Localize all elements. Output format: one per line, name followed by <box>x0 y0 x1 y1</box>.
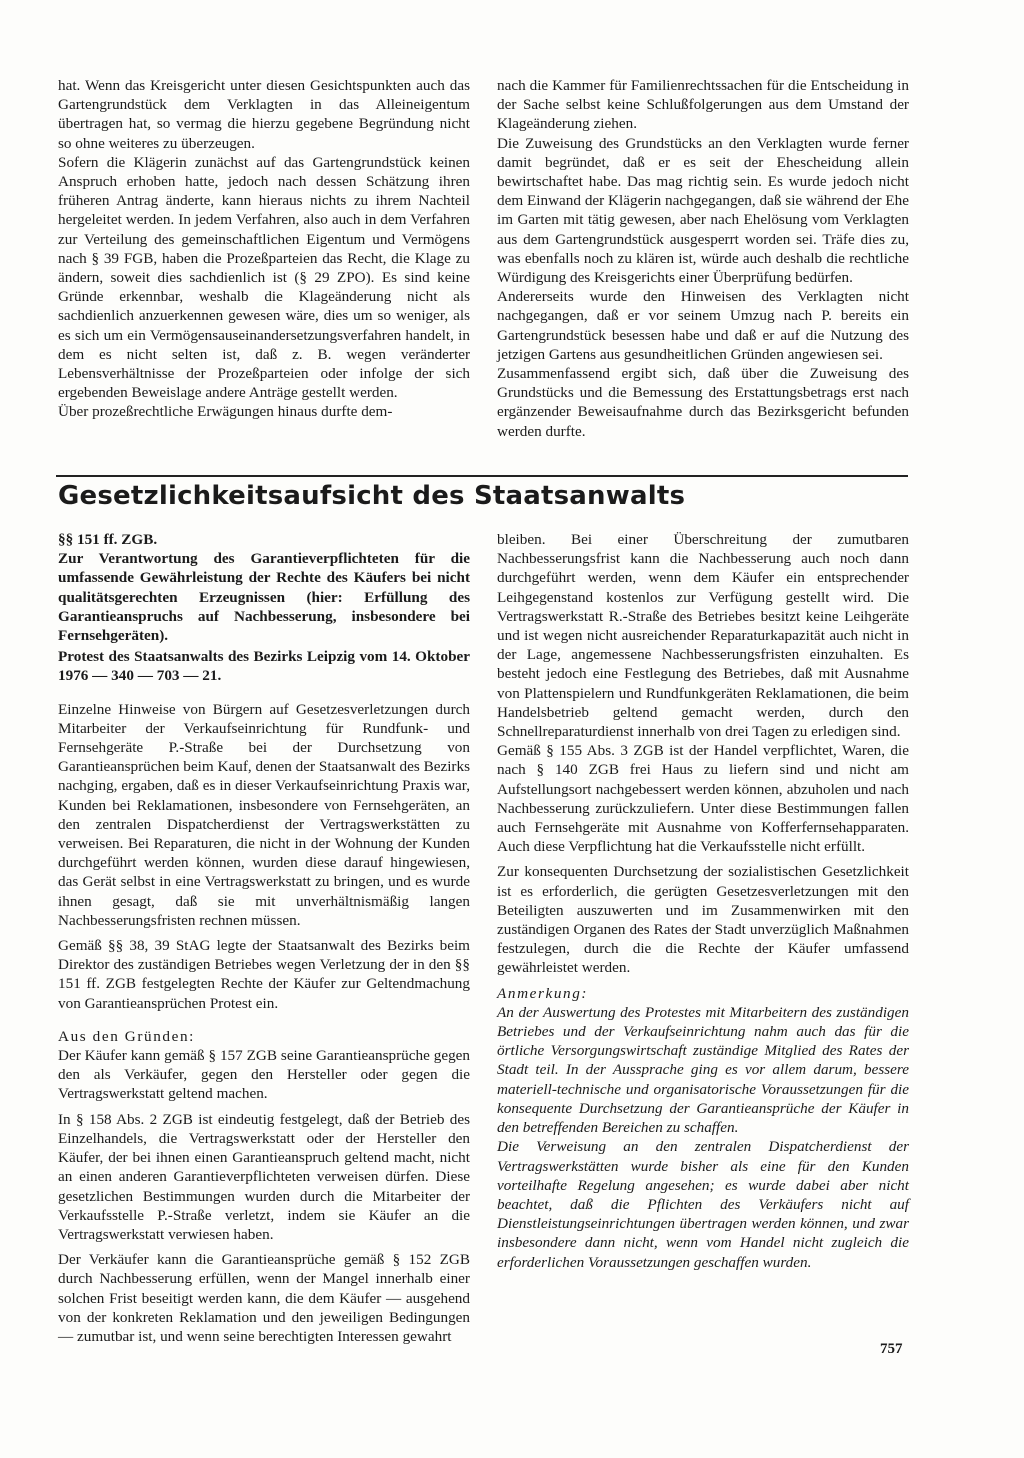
body-paragraph: Über prozeßrechtliche Erwägungen hinaus durfte dem- <box>58 403 393 421</box>
section-heading: Gesetzlichkeitsaufsicht des Staatsanwalts <box>58 481 686 511</box>
top-right-column <box>497 76 909 441</box>
bottom-left-column <box>58 530 470 1346</box>
reasons-label: Aus den Gründen: <box>58 1027 195 1045</box>
note-paragraph: Die Verweisung an den zentralen Dispatcherdienst der Vertragswerkstätten wurde bisher als eine für den Kunden vorteilhafte Regelung angesehen; es wurde dabei aber nicht beachtet, daß die Pflichten des Verkäufers nicht auf Dienstleistungseinrichtungen übertragen werden können, und zwar insbesondere dann nicht, wenn vom Handel nicht zugleich die erforderlichen Voraussetzungen geschaffen wurden. <box>497 1138 909 1271</box>
body-paragraph: Zur konsequenten Durchsetzung der sozialistischen Gesetzlichkeit ist es erforderlich, die gerügten Gesetzesverletzungen mit den Beteiligten auszuwerten und im Zusammenwirken mit den zuständigen Organen des Rates der Stadt unverzüglich Maßnahmen festzulegen, durch die die Rechte der Käufer umfassend gewährleistet werden. <box>497 863 909 977</box>
bottom-right-column <box>497 530 909 1272</box>
body-paragraph: Gemäß §§ 38, 39 StAG legte der Staatsanwalt des Bezirks beim Direktor des zuständigen Betriebes wegen Verletzung der in den §§ 151 ff. ZGB festgelegten Rechte der Käufer zur Geltendmachung von Garantieansprüchen Protest ein. <box>58 937 470 1012</box>
body-paragraph: Einzelne Hinweise von Bürgern auf Gesetzesverletzungen durch Mitarbeiter der Verkaufseinrichtung für Rundfunk- und Fernsehgeräte P.-Straße bei der Durchsetzung von Garantieansprüchen beim Kauf, denen der Staatsanwalt des Bezirks nachging, ergaben, daß es in dieser Verkaufseinrichtung Praxis war, Kunden bei Reklamationen, insbesondere von Fernsehgeräten, an den zentralen Dispatcherdienst der Vertragswerkstätten zu verweisen. Bei Reparaturen, die nicht in der Wohnung der Kunden durchgeführt werden können, wurden diese darauf hingewiesen, das Gerät selbst in eine Vertragswerkstatt zu bringen, und es wurde ihnen gesagt, daß sie mit unverhältnismäßig langen Nachbesserungsfristen rechnen müssen. <box>58 700 470 929</box>
body-paragraph: hat. Wenn das Kreisgericht unter diesen Gesichtspunkten auch das Gartengrundstück dem Verklagten in das Alleineigentum übertragen hat, so vermag die hierzu gegebene Begründung nicht so ohne weiteres zu überzeugen. <box>58 77 470 152</box>
body-paragraph: Andererseits wurde den Hinweisen des Verklagten nicht nachgegangen, daß er vor seinem Umzug nach P. bereits ein Gartengrundstück besessen habe und daß er auf die Nutzung des jetzigen Gartens aus gesundheitlichen Gründen angewiesen sei. <box>497 288 909 363</box>
note-paragraph: An der Auswertung des Protestes mit Mitarbeitern des zuständigen Betriebes und der Verkaufseinrichtung nahm auch das für die örtliche Versorgungswirtschaft zuständige Mitglied des Rates der Stadt teil. In der Aussprache ging es vor allem darum, bessere materiell-technische und organisatorische Voraussetzungen für die konsequente Durchsetzung der Garantieansprüche der Käufer in den betreffenden Bereichen zu schaffen. <box>497 1003 909 1137</box>
body-paragraph: nach die Kammer für Familienrechtssachen für die Entscheidung in der Sache selbst keine Schlußfolgerungen aus dem Umstand der Klageänderung ziehen. <box>497 77 909 133</box>
citation: Protest des Staatsanwalts des Bezirks Leipzig vom 14. Oktober 1976 — 340 — 703 — 21. <box>58 648 470 685</box>
body-paragraph: Gemäß § 155 Abs. 3 ZGB ist der Handel verpflichtet, Waren, die nach § 140 ZGB frei Haus zu liefern sind und nicht am Aufstellungsort nachgebessert werden können, abzuholen und nach Nachbesserung zurückzuliefern. Unter diese Bestimmungen fallen auch Fernsehgeräte mit Ausnahme von Kofferfernsehapparaten. Auch diese Verpflichtung hat die Verkaufsstelle nicht erfüllt. <box>497 742 909 856</box>
page-number: 757 <box>880 1341 903 1357</box>
top-left-column <box>58 76 470 422</box>
body-paragraph: Der Käufer kann gemäß § 157 ZGB seine Garantieansprüche gegen den als Verkäufer, gegen den Hersteller oder gegen die Vertragswerkstatt geltend machen. <box>58 1047 470 1103</box>
section-divider <box>56 475 908 477</box>
headnote: Zur Verantwortung des Garantieverpflichteten für die umfassende Gewährleistung der Rechte des Käufers bei nicht qualitätsgerechten Erzeugnissen (hier: Erfüllung des Garantieanspruchs auf Nachbesserung, insbesondere bei Fernsehgeräten). <box>58 550 470 645</box>
body-paragraph: bleiben. Bei einer Überschreitung der zumutbaren Nachbesserungsfrist kann die Nachbesserung auch noch dann durchgeführt werden, wenn dem Käufer ein entsprechender Leihgegenstand kostenlos zur Verfügung gestellt wird. Die Vertragswerkstatt R.-Straße des Betriebes besitzt keine Leihgeräte und ist wegen nicht ausreichender Reparaturkapazität auch nicht in der Lage, angemessene Nachbesserungsfristen einzuhalten. Es besteht jedoch eine Festlegung des Betriebes, daß mit Ausnahme von Plattenspielern und Rundfunkgeräten Reklamationen, die beim Handelsbetrieb geltend gemacht werden, durch den Schnellreparaturdienst innerhalb von drei Tagen zu erledigen sind. <box>497 531 909 741</box>
note-label: Anmerkung: <box>497 984 589 1002</box>
body-paragraph: Der Verkäufer kann die Garantieansprüche gemäß § 152 ZGB durch Nachbesserung erfüllen, wenn der Mangel innerhalb einer solchen Frist beseitigt werden kann, die dem Käufer — ausgehend von der konkreten Reklamation und den jeweiligen Bedingungen — zumutbar ist, und wenn seine berechtigten Interessen gewahrt <box>58 1251 470 1345</box>
body-paragraph: In § 158 Abs. 2 ZGB ist eindeutig festgelegt, daß der Betrieb des Einzelhandels, die Vertragswerkstatt oder der Hersteller den Käufer, der bei ihnen einen Garantieanspruch geltend macht, nicht an einen anderen Garantieverpflichteten verweisen dürfen. Diese gesetzlichen Bestimmungen wurden durch die Mitarbeiter der Verkaufsstelle P.-Straße verletzt, indem sie Käufer an die Vertragswerkstatt verwiesen haben. <box>58 1110 470 1243</box>
body-paragraph: Die Zuweisung des Grundstücks an den Verklagten wurde ferner damit begründet, daß er es seit der Ehescheidung allein bewirtschaftet habe. Das mag richtig sein. Es wurde jedoch nicht dem Einwand der Klägerin nachgegangen, daß sie während der Ehe im Garten mit tätig gewesen, aber nach Ehelösung vom Verklagten aus dem Gartengrundstück ausgesperrt worden sei. Träfe dies zu, was ebenfalls noch zu klären ist, würde auch deshalb die rechtliche Würdigung des Kreisgerichts einer Überprüfung bedürfen. <box>497 134 909 287</box>
body-paragraph: Sofern die Klägerin zunächst auf das Gartengrundstück keinen Anspruch erhoben hatte, jedoch nach dessen Schätzung ihren früheren Antrag änderte, kann hieraus nichts zu ihrem Nachteil hergeleitet werden. In jedem Verfahren, also auch in dem Verfahren zur Verteilung des gemeinschaftlichen Eigentum und Vermögens nach § 39 FGB, haben die Prozeßparteien das Recht, die Klage zu ändern, soweit dies sachdienlich ist (§ 29 ZPO). Es sind keine Gründe erkennbar, weshalb die Klageänderung nicht als sachdienlich anzuerkennen gewesen wäre, dies um so weniger, als es sich um ein Vermögensauseinandersetzungsverfahren handelt, in dem es nicht selten ist, daß z. B. wegen veränderter Lebensverhältnisse der Prozeßparteien oder infolge der sich ergebenden Beweislage andere Anträge gestellt werden. <box>58 153 470 402</box>
body-paragraph: Zusammenfassend ergibt sich, daß über die Zuweisung des Grundstücks und die Bemessung des Erstattungsbetrags erst nach ergänzender Beweisaufnahme durch das Bezirksgericht befunden werden durfte. <box>497 365 909 440</box>
paragraph-reference: §§ 151 ff. ZGB. <box>58 531 158 548</box>
